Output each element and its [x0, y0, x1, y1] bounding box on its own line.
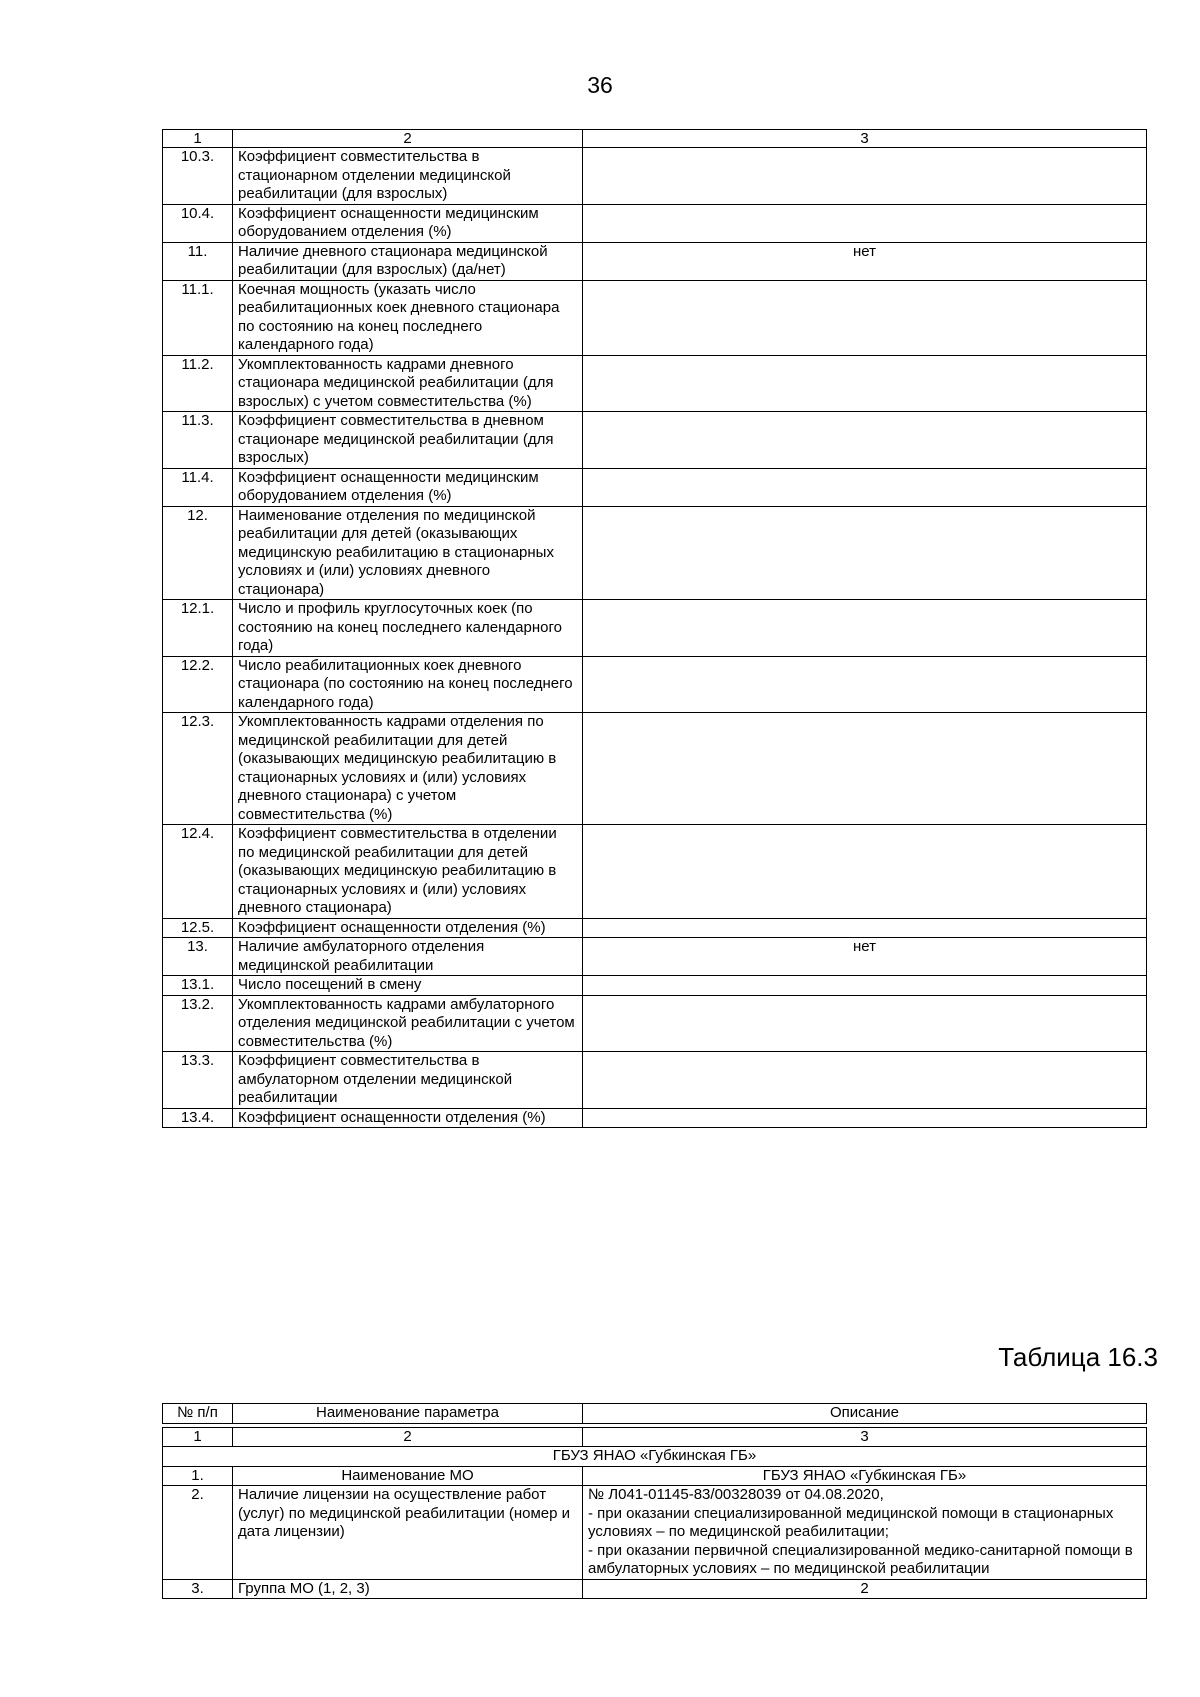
parameter-name: Наличие амбулаторного отделения медицинской реабилитации [233, 938, 583, 976]
page-number: 36 [587, 72, 613, 98]
table-row [163, 1486, 1147, 1580]
parameter-name: Коэффициент оснащенности медицинским оборудованием отделения (%) [233, 204, 583, 242]
parameter-name: Наименование отделения по медицинской реабилитации для детей (оказывающих медицинскую реабилитацию в стационарных условиях и (или) условиях дневного стационара) [233, 506, 583, 600]
table-row [163, 468, 1147, 506]
row-number: 10.3. [163, 148, 233, 205]
description-line: ГБУЗ ЯНАО «Губкинская ГБ» [762, 1466, 967, 1484]
table-row [163, 995, 1147, 1052]
table-row [163, 280, 1147, 355]
parameter-name: Группа МО (1, 2, 3) [233, 1579, 583, 1599]
parameter-value [583, 280, 1147, 355]
row-number: 11.4. [163, 468, 233, 506]
row-number: 12.2. [163, 656, 233, 713]
parameter-name: Наличие дневного стационара медицинской реабилитации (для взрослых) (да/нет) [233, 242, 583, 280]
description-line: - при оказании специализированной медицинской помощи в стационарных условиях – по медицинской реабилитации; [588, 1504, 1114, 1540]
parameter-value [583, 825, 1147, 919]
parameter-name: Коэффициент совместительства в стационарном отделении медицинской реабилитации (для взрослых) [233, 148, 583, 205]
parameter-name: Коэффициент совместительства в дневном стационаре медицинской реабилитации (для взрослых) [233, 412, 583, 469]
parameter-value [583, 1108, 1147, 1128]
table-row [163, 1052, 1147, 1109]
row-number: 1. [163, 1466, 233, 1486]
table-row [163, 242, 1147, 280]
parameter-value [583, 976, 1147, 996]
parameter-name: Коэффициент оснащенности отделения (%) [233, 918, 583, 938]
column-header: 3 [583, 130, 1147, 148]
row-number: 2. [163, 1486, 233, 1580]
parameter-value [583, 656, 1147, 713]
parameters-table [162, 129, 1147, 1128]
parameter-value [583, 918, 1147, 938]
parameter-name: Коэффициент оснащенности медицинским оборудованием отделения (%) [233, 468, 583, 506]
index-cell: 2 [233, 1427, 583, 1447]
parameter-value [583, 412, 1147, 469]
parameter-name: Наименование МО [233, 1466, 583, 1486]
parameter-value [583, 468, 1147, 506]
parameter-value [583, 713, 1147, 825]
parameter-value: нет [583, 242, 1147, 280]
description-line: - при оказании первичной специализированной медико-санитарной помощи в амбулаторных условиях – по медицинской реабилитации [588, 1541, 1133, 1577]
parameter-name: Коэффициент совместительства в отделении по медицинской реабилитации для детей (оказывающих медицинскую реабилитацию в стационарных условиях и (или) условиях дневного стационара) [233, 825, 583, 919]
description-line: 2 [860, 1579, 869, 1597]
table-row [163, 656, 1147, 713]
row-number: 12.1. [163, 600, 233, 657]
parameter-description [583, 1466, 1147, 1486]
parameter-name: Укомплектованность кадрами дневного стационара медицинской реабилитации (для взрослых) с учетом совместительства (%) [233, 355, 583, 412]
row-number: 11.3. [163, 412, 233, 469]
row-number: 11.2. [163, 355, 233, 412]
parameter-name: Число реабилитационных коек дневного стационара (по состоянию на конец последнего календарного года) [233, 656, 583, 713]
column-header: Наименование параметра [233, 1404, 583, 1424]
table-16-3 [162, 1403, 1147, 1599]
table-row [163, 1579, 1147, 1599]
parameter-value [583, 995, 1147, 1052]
row-number: 3. [163, 1579, 233, 1599]
column-header: 2 [233, 130, 583, 148]
index-cell: 1 [163, 1427, 233, 1447]
table-row [163, 713, 1147, 825]
section-title-row [163, 1447, 1147, 1467]
parameter-name: Число и профиль круглосуточных коек (по состоянию на конец последнего календарного года) [233, 600, 583, 657]
parameter-value: нет [583, 938, 1147, 976]
index-cell: 3 [583, 1427, 1147, 1447]
row-number: 11. [163, 242, 233, 280]
table-row [163, 600, 1147, 657]
parameter-name: Число посещений в смену [233, 976, 583, 996]
parameter-description [583, 1579, 1147, 1599]
parameter-name: Коэффициент совместительства в амбулаторном отделении медицинской реабилитации [233, 1052, 583, 1109]
column-header: Описание [583, 1404, 1147, 1424]
row-number: 10.4. [163, 204, 233, 242]
row-number: 12.4. [163, 825, 233, 919]
table-row [163, 148, 1147, 205]
row-number: 13. [163, 938, 233, 976]
parameter-name: Коэффициент оснащенности отделения (%) [233, 1108, 583, 1128]
row-number: 13.1. [163, 976, 233, 996]
parameter-value [583, 355, 1147, 412]
table-row [163, 976, 1147, 996]
row-number: 13.2. [163, 995, 233, 1052]
row-number: 12. [163, 506, 233, 600]
parameter-name: Укомплектованность кадрами отделения по медицинской реабилитации для детей (оказывающих медицинскую реабилитацию в стационарных условиях и (или) условиях дневного стационара) с учетом совместительства (%) [233, 713, 583, 825]
table-header-row [163, 130, 1147, 148]
column-header: 1 [163, 130, 233, 148]
row-number: 11.1. [163, 280, 233, 355]
parameter-description [583, 1486, 1147, 1580]
section-title: ГБУЗ ЯНАО «Губкинская ГБ» [163, 1447, 1147, 1467]
description-line: № Л041-01145-83/00328039 от 04.08.2020, [588, 1486, 884, 1503]
parameter-name: Наличие лицензии на осуществление работ (услуг) по медицинской реабилитации (номер и дата лицензии) [233, 1486, 583, 1580]
parameter-value [583, 1052, 1147, 1109]
table-row [163, 412, 1147, 469]
table-row [163, 918, 1147, 938]
table-row [163, 938, 1147, 976]
table-row [163, 1108, 1147, 1128]
parameter-name: Коечная мощность (указать число реабилитационных коек дневного стационара по состоянию на конец последнего календарного года) [233, 280, 583, 355]
table-row [163, 825, 1147, 919]
table-row [163, 506, 1147, 600]
table-caption: Таблица 16.3 [998, 1342, 1158, 1372]
parameter-value [583, 148, 1147, 205]
parameter-value [583, 204, 1147, 242]
row-number: 12.3. [163, 713, 233, 825]
table-row [163, 355, 1147, 412]
row-number: 12.5. [163, 918, 233, 938]
table-row [163, 204, 1147, 242]
row-number: 13.3. [163, 1052, 233, 1109]
index-row [163, 1427, 1147, 1447]
column-header: № п/п [163, 1404, 233, 1424]
table-header-row [163, 1404, 1147, 1424]
parameter-value [583, 600, 1147, 657]
row-number: 13.4. [163, 1108, 233, 1128]
parameter-value [583, 506, 1147, 600]
parameter-name: Укомплектованность кадрами амбулаторного отделения медицинской реабилитации с учетом совместительства (%) [233, 995, 583, 1052]
table-row [163, 1466, 1147, 1486]
